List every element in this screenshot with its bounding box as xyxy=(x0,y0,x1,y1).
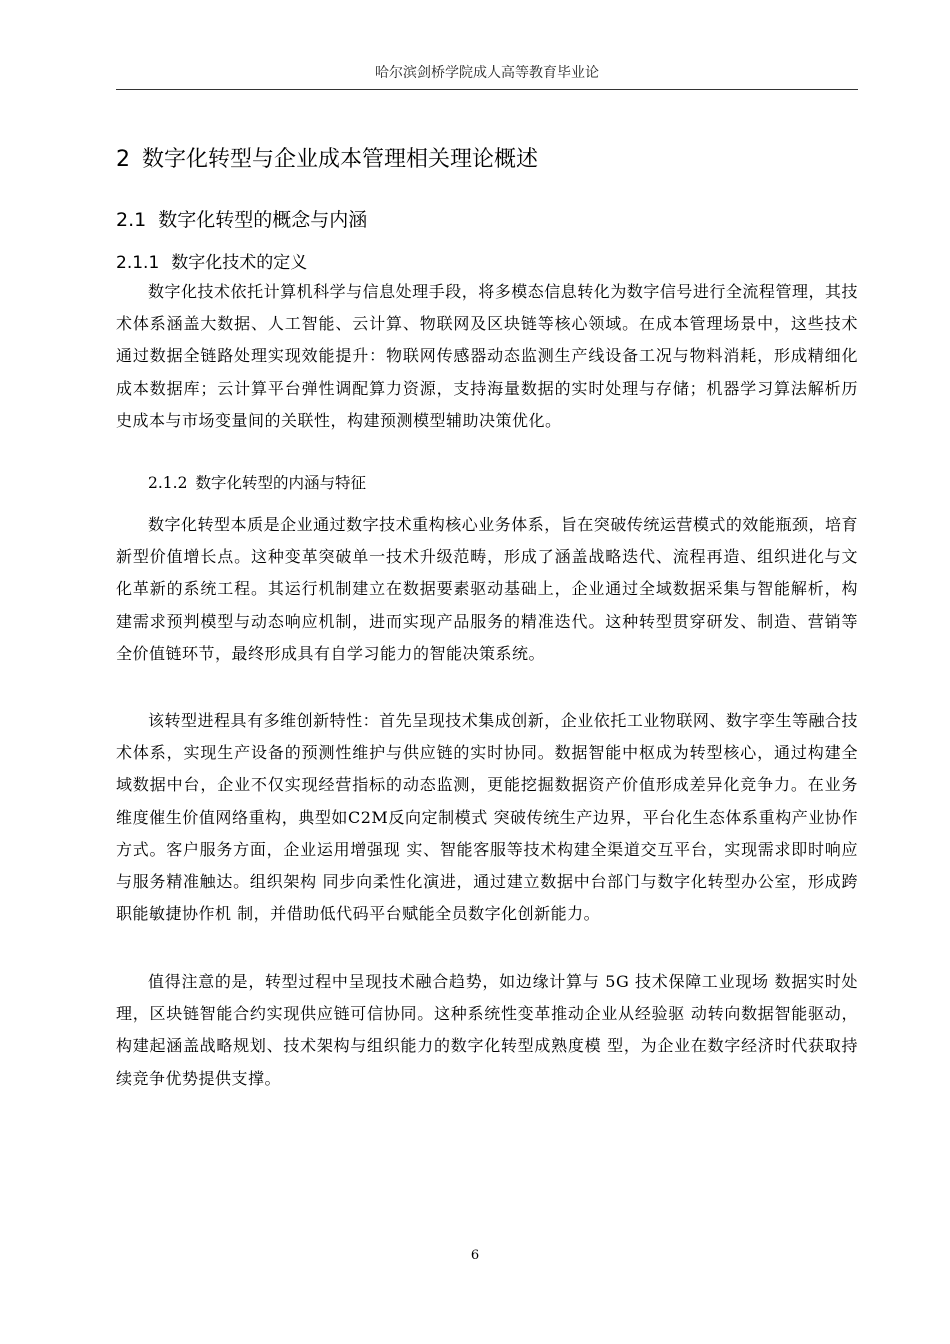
subsection-1-title: 数字化技术的定义 xyxy=(171,253,308,273)
section-title: 数字化转型的概念与内涵 xyxy=(158,209,368,231)
paragraph-3: 该转型进程具有多维创新特性：首先呈现技术集成创新，企业依托工业物联网、数字孪生等融合技术体系，实现生产设备的预测性维护与供应链的实时协同。数据智能中枢成为转型核心，通过构建全域数据中台，企业不仅实现经营指标的动态监测，更能挖掘数据资产价值形成差异化竞争力。在业务维度催生价值网络重构，典型如C2M反向定制模式 突破传统生产边界，平台化生态体系重构产业协作方式。客户服务方面，企业运用增强现 实、智能客服等技术构建全渠道交互平台，实现需求即时响应与服务精准触达。组织架构 同步向柔性化演进，通过建立数据中台部门与数字化转型办公室，形成跨职能敏捷协作机 制，并借助低代码平台赋能全员数字化创新能力。 xyxy=(116,711,858,924)
running-header: 哈尔滨剑桥学院成人高等教育毕业论 xyxy=(375,65,599,81)
chapter-heading xyxy=(116,145,538,175)
subsection-heading-1 xyxy=(116,250,307,276)
section-heading xyxy=(116,206,367,234)
subsection-2-number: 2.1.2 xyxy=(148,474,188,492)
chapter-number: 2 xyxy=(116,147,130,172)
page-number: 6 xyxy=(470,1248,480,1263)
paragraph-2: 数字化转型本质是企业通过数字技术重构核心业务体系，旨在突破传统运营模式的效能瓶颈，培育新型价值增长点。这种变革突破单一技术升级范畴，形成了涵盖战略迭代、流程再造、组织进化与文化革新的系统工程。其运行机制建立在数据要素驱动基础上，企业通过全域数据采集与智能解析，构建需求预判模型与动态响应机制，进而实现产品服务的精准迭代。这种转型贯穿研发、制造、营销等全价值链环节，最终形成具有自学习能力的智能决策系统。 xyxy=(116,515,858,663)
section-number: 2.1 xyxy=(116,209,147,231)
paragraph-4: 值得注意的是，转型过程中呈现技术融合趋势，如边缘计算与 5G 技术保障工业现场 数据实时处理，区块链智能合约实现供应链可信协同。这种系统性变革推动企业从经验驱 动转向数据智能驱动，构建起涵盖战略规划、技术架构与组织能力的数字化转型成熟度模 型，为企业在数字经济时代获取持续竞争优势提供支撑。 xyxy=(116,972,858,1088)
subsection-2-title: 数字化转型的内涵与特征 xyxy=(195,474,366,492)
subsection-1-number: 2.1.1 xyxy=(116,253,160,273)
subsection-heading-2 xyxy=(148,470,366,496)
header-rule xyxy=(116,89,858,90)
chapter-title: 数字化转型与企业成本管理相关理论概述 xyxy=(142,147,539,172)
paragraph-1: 数字化技术依托计算机科学与信息处理手段，将多模态信息转化为数字信号进行全流程管理，其技术体系涵盖大数据、人工智能、云计算、物联网及区块链等核心领域。在成本管理场景中，这些技术通过数据全链路处理实现效能提升：物联网传感器动态监测生产线设备工况与物料消耗，形成精细化成本数据库；云计算平台弹性调配算力资源，支持海量数据的实时处理与存储；机器学习算法解析历史成本与市场变量间的关联性，构建预测模型辅助决策优化。 xyxy=(116,282,858,430)
